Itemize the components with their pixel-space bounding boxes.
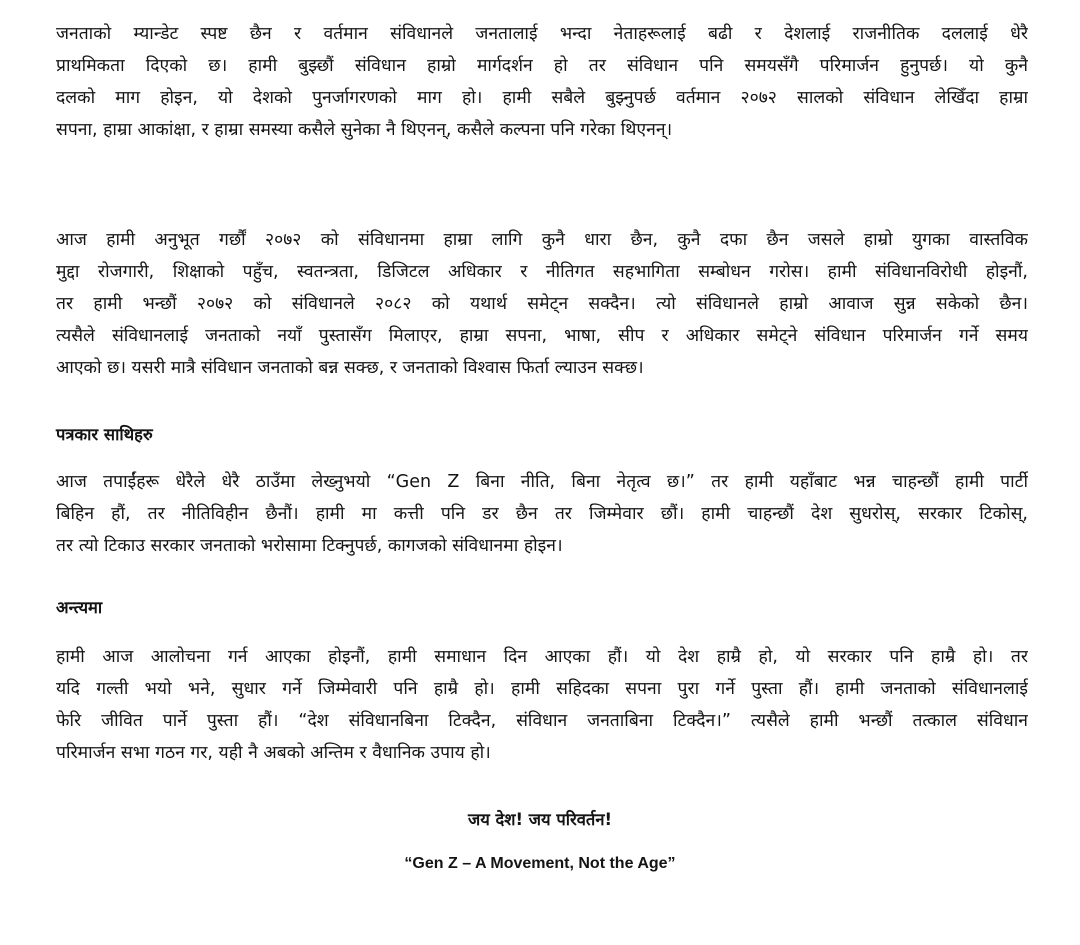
paragraph-line: त्यसैले संविधानलाई जनताको नयाँ पुस्तासँग मिलाएर, हाम्रा सपना, भाषा, सीप र अधिकार समेट्ने संविधान परिमार्जन गर्ने समय <box>56 326 1028 346</box>
paragraph-line: फेरि जीवित पार्ने पुस्ता हौं। “देश संविधानबिना टिक्दैन, संविधान जनताबिना टिक्दैन।” त्यसैले हामी भन्छौं तत्काल संविधान <box>56 711 1028 731</box>
paragraph-line: हामी आज आलोचना गर्न आएका होइनौं, हामी समाधान दिन आएका हौं। यो देश हाम्रै हो, यो सरकार पनि हाम्रै हो। तर <box>56 647 1028 667</box>
paragraph-conclusion <box>56 641 1028 769</box>
section-heading-conclusion: अन्त्यमा <box>56 598 103 617</box>
paragraph-line: तर त्यो टिकाउ सरकार जनताको भरोसामा टिक्नुपर्छ, कागजको संविधानमा होइन। <box>56 536 563 556</box>
section-heading-journalists: पत्रकार साथिहरु <box>56 425 153 444</box>
paragraph-line: दलको माग होइन, यो देशको पुनर्जागरणको माग हो। हामी सबैले बुझ्नुपर्छ वर्तमान २०७२ सालको संविधान लेखिँदा हाम्रा <box>56 88 1028 108</box>
paragraph-line: आज तपाईंहरू धेरैले धेरै ठाउँमा लेख्नुभयो “Gen Z बिना नीति, बिना नेतृत्व छ।” तर हामी यहाँबाट भन्न चाहन्छौं हामी पार्टी <box>56 472 1028 492</box>
movement-tagline: “Gen Z – A Movement, Not the Age” <box>404 855 676 872</box>
paragraph-line: जनताको म्यान्डेट स्पष्ट छैन र वर्तमान संविधानले जनतालाई भन्दा नेताहरूलाई बढी र देशलाई राजनीतिक दललाई धेरै <box>56 24 1028 44</box>
paragraph-line: बिहिन हौं, तर नीतिविहीन छैनौं। हामी मा कत्ती पनि डर छैन तर जिम्मेवार छौं। हामी चाहन्छौं देश सुधरोस्, सरकार टिकोस्, <box>56 504 1028 524</box>
paragraph-line: आज हामी अनुभूत गर्छौं २०७२ को संविधानमा हाम्रा लागि कुनै धारा छैन, कुनै दफा छैन जसले हाम्रो युगका वास्तविक <box>56 230 1028 250</box>
paragraph-line: तर हामी भन्छौं २०७२ को संविधानले २०८२ को यथार्थ समेट्न सक्दैन। त्यो संविधानले हाम्रो आवाज सुन्न सकेको छैन। <box>56 294 1028 314</box>
paragraph-constitution <box>56 224 1028 384</box>
closing-slogan: जय देश! जय परिवर्तन! <box>467 810 613 829</box>
paragraph-line: मुद्दा रोजगारी, शिक्षाको पहुँच, स्वतन्त्रता, डिजिटल अधिकार र नीतिगत सहभागिता सम्बोधन गरोस। हामी संविधानविरोधी होइनौं, <box>56 262 1028 282</box>
paragraph-line: सपना, हाम्रा आकांक्षा, र हाम्रा समस्या कसैले सुनेका नै थिएनन्, कसैले कल्पना पनि गरेका थिएनन्। <box>56 120 673 140</box>
paragraph-journalists <box>56 466 1028 562</box>
paragraph-line: आएको छ। यसरी मात्रै संविधान जनताको बन्न सक्छ, र जनताको विश्वास फिर्ता ल्याउन सक्छ। <box>56 358 644 378</box>
paragraph-mandate <box>56 18 1028 146</box>
paragraph-line: परिमार्जन सभा गठन गर, यही नै अबको अन्तिम र वैधानिक उपाय हो। <box>56 743 491 763</box>
paragraph-line: प्राथमिकता दिएको छ। हामी बुझ्छौं संविधान हाम्रो मार्गदर्शन हो तर संविधान पनि समयसँगै परिमार्जन हुनुपर्छ। यो कुनै <box>56 56 1028 76</box>
paragraph-line: यदि गल्ती भयो भने, सुधार गर्ने जिम्मेवारी पनि हाम्रै हो। हामी सहिदका सपना पुरा गर्ने पुस्ता हौं। हामी जनताको संविधानलाई <box>56 679 1028 699</box>
